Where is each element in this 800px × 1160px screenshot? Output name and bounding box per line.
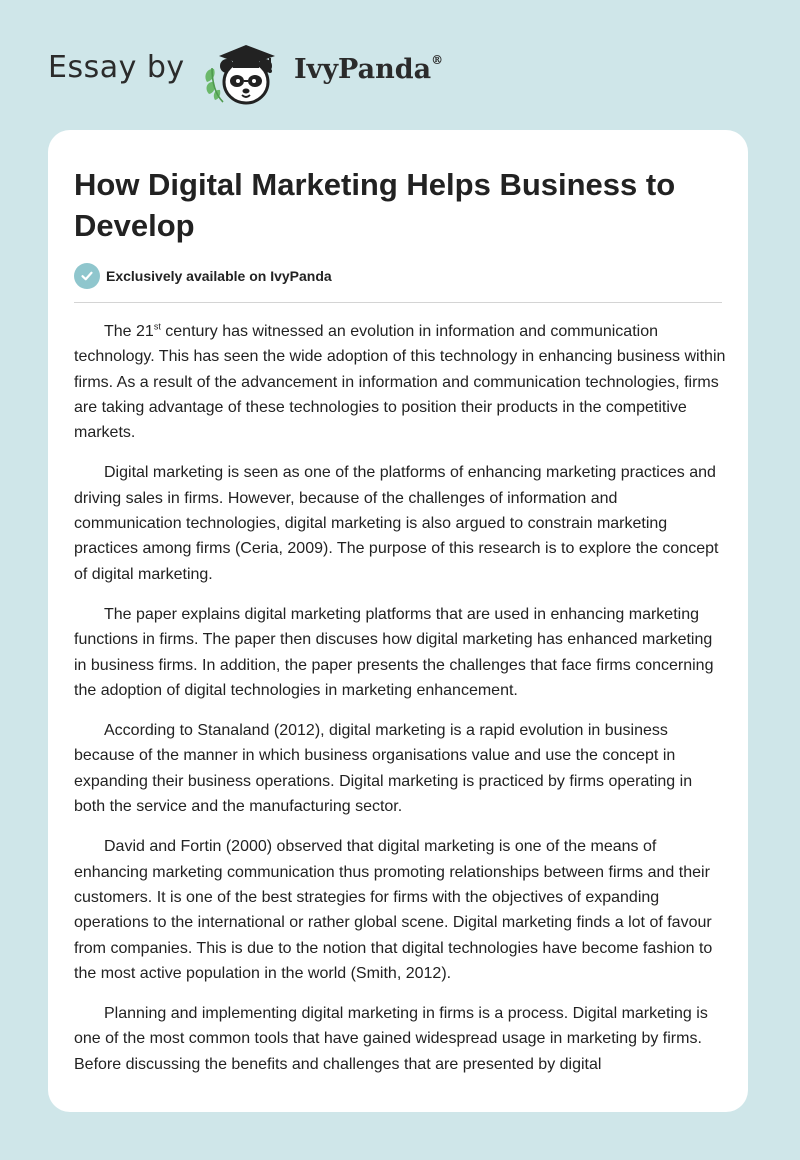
intro-suffix: century has witnessed an evolution in information and communication technology. This has seen the wide adoption of this technology in enhancing business within firms. As a result of the advancement in information and communication technologies, firms are taking advantage of these technologies to position their products in the competitive markets. — [74, 323, 726, 442]
paragraph: According to Stanaland (2012), digital marketing is a rapid evolution in business because of the manner in which business organisations value and use the concept in expanding their business operations. Digital marketing is practiced by firms operating in both the service and the manufacturing sector. — [74, 722, 693, 816]
brand-name[interactable] — [294, 54, 443, 85]
essay-title: How Digital Marketing Helps Business to Develop — [74, 167, 676, 243]
paragraph: Planning and implementing digital marketing in firms is a process. Digital marketing is one of the most common tools that have gained widespread usage in marketing by firms. Before discussing the benefits and challenges that are presented by digital — [74, 1005, 708, 1073]
essay-card — [48, 130, 748, 1112]
paragraph: The paper explains digital marketing platforms that are used in enhancing marketing functions in firms. The paper then discuses how digital marketing has enhanced marketing in business firms. In addition, the paper presents the challenges that face firms concerning the adoption of digital technologies in marketing enhancement. — [74, 605, 714, 699]
paragraph: David and Fortin (2000) observed that digital marketing is one of the means of enhancing marketing communication thus promoting relationships between firms and their customers. It is one of the best strategies for firms with the objectives of expanding operations to the international or rather global scene. Digital marketing finds a lot of favour from companies. This is due to the notion that digital technologies have become fashion to the most active population in the world (Smith, 2012). — [74, 838, 713, 982]
essay-body — [74, 319, 726, 1092]
site-header — [0, 0, 800, 130]
paragraph-intro — [74, 319, 726, 445]
essay-by-label: Essay by — [48, 50, 185, 85]
badge-label: Exclusively available on IvyPanda — [106, 268, 332, 284]
registered-mark: ® — [431, 53, 444, 67]
brand-name-text: IvyPanda — [294, 54, 432, 85]
paragraph: Digital marketing is seen as one of the platforms of enhancing marketing practices and driving sales in firms. However, because of the challenges of information and communication technologies, digital marketing is also argued to constrain marketing practices among firms (Ceria, 2009). The purpose of this research is to explore the concept of digital marketing. — [74, 464, 719, 583]
ivypanda-panda-logo-icon[interactable] — [203, 38, 287, 108]
title-divider — [74, 302, 722, 303]
ordinal-suffix: st — [153, 321, 161, 332]
exclusive-badge — [74, 263, 332, 289]
intro-prefix: The 21 — [104, 323, 154, 340]
check-circle-icon — [74, 263, 100, 289]
